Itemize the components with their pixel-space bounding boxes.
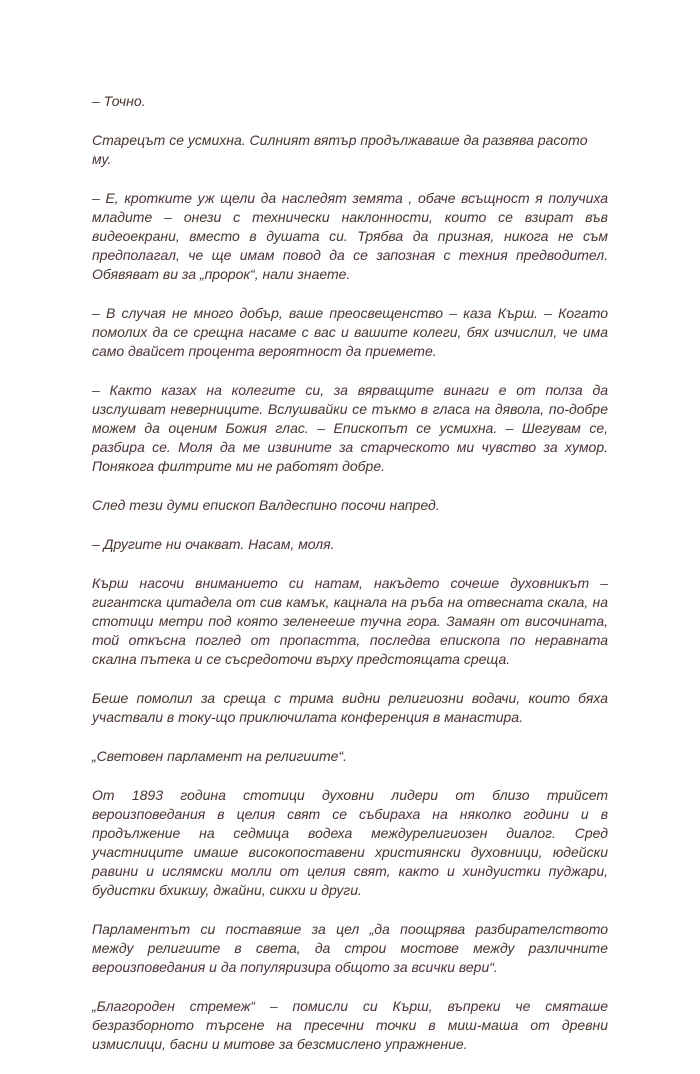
paragraph-11: От 1893 година стотици духовни лидери от близо трийсет вероизповедания в целия свят се събираха на няколко години и в продължение на седмица водеха междурелигиозен диалог. Сред участниците имаше високопоставени християнски духовници, юдейски равини и ислямски молли от целия свят, както и хиндуистки пуджари, будистки бхикшу, джайни, сикхи и други.	[92, 787, 608, 898]
document-page	[92, 92, 608, 1074]
paragraph-6: След тези думи епископ Валдеспино посочи напред.	[92, 497, 440, 513]
paragraph-2: Старецът се усмихна. Силният вятър продължаваше да развява расото му.	[92, 132, 588, 167]
paragraph-8: Кърш насочи вниманието си натам, накъдето сочеше духовникът – гигантска цитадела от сив камък, кацнала на ръба на отвесната скала, на стотици метри под която зеленееше тучна гора. Замаян от височината, той откъсна поглед от пропастта, последва епископа по неравната скална пътека и се съсредоточи върху предстоящата среща.	[92, 575, 608, 667]
paragraph-1: – Точно.	[92, 93, 146, 109]
paragraph-13: „Благороден стремеж“ – помисли си Кърш, въпреки че смяташе безразборното търсене на пресечни точки в миш-маша от древни измислици, басни и митове за безсмислено упражнение.	[92, 998, 608, 1052]
paragraph-10: „Световен парламент на религиите“.	[92, 748, 348, 764]
paragraph-3: – Е, кротките уж щели да наследят земята , обаче всъщност я получиха младите – онези с технически наклонности, които се взират във видеоекрани, вместо в душата си. Трябва да призная, никога не съм предполагал, че ще имам повод да се запозная с техния предводител. Обявяват ви за „пророк“, нали знаете.	[92, 190, 608, 282]
paragraph-4: – В случая не много добър, ваше преосвещенство – каза Кърш. – Когато помолих да се срещна насаме с вас и вашите колеги, бях изчислил, че има само двайсет процента вероятност да приемете.	[92, 305, 608, 359]
paragraph-7: – Другите ни очакват. Насам, моля.	[92, 536, 335, 552]
paragraph-9: Беше помолил за среща с трима видни религиозни водачи, които бяха участвали в току-що приключилата конференция в манастира.	[92, 690, 608, 725]
paragraph-12: Парламентът си поставяше за цел „да поощрява разбирателството между религиите в света, да строи мостове между различните вероизповедания и да популяризира общото за всички вери“.	[92, 921, 608, 975]
paragraph-5: – Както казах на колегите си, за вярващите винаги е от полза да изслушват неверниците. Вслушвайки се тъкмо в гласа на дявола, по-добре можем да оценим Божия глас. – Епископът се усмихна. – Шегувам се, разбира се. Моля да ме извините за старческото ми чувство за хумор. Понякога филтрите ми не работят добре.	[92, 382, 608, 474]
